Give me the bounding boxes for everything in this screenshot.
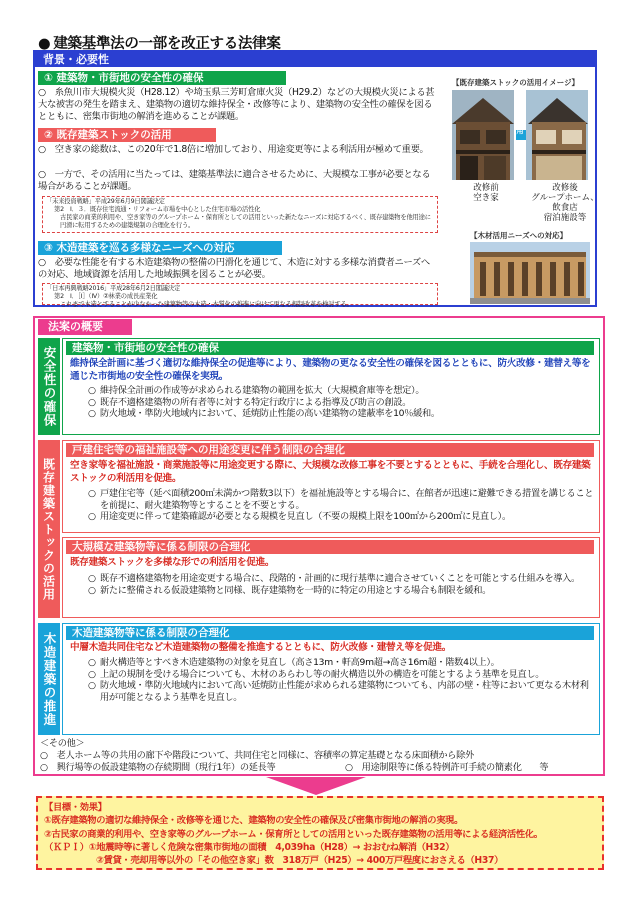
goals-heading: 【目標・効果】 [44,802,107,813]
list-item: ○ 新たに整備される仮設建築物と同様、既存建築物を一時的に特定の用途とする場合も制限を緩和。 [88,584,492,596]
safety-items [88,385,596,420]
stock-heading: ② 既存建築ストックの活用 [38,128,216,142]
stock-image-caption: 【既存建築ストックの活用イメージ】 [452,78,580,87]
conversion-lead: 空き家等を福祉施設・商業施設等に用途変更する際に、大規模な改修工事を不要とするとともに、手続を合理化し、既存建築ストックの利活用を促進。 [70,460,591,484]
stock-image [452,90,588,180]
note-line: 古民家の商業的利用や、空き家等のグループホーム・保育所としての活用といった新たなニーズに対応するべく、既存建築物を他用途に円滑に転用するための建築規制の合理化を行う。 [60,214,431,229]
list-item: ○ 戸建住宅等（延べ面積200㎡未満かつ階数3以下）を福祉施設等とする場合に、在館者が迅速に避難できる措置を講じることを前提に、耐火建築物等とすることを不要とする。 [88,488,594,511]
wood-building-image [470,242,590,304]
wood-heading: ③ 木造建築を巡る多様なニーズへの対応 [38,241,282,255]
goal-line: ②古民家の商業的利用や、空き家等のグループホーム・保育所としての活用といった既存建築物の活用等による経済活性化。 [44,828,543,840]
background-header: 背景・必要性 [35,52,595,67]
side-label-safety: 安全性の確保 [38,338,60,435]
note-line: 第2 Ⅰ．３．既存住宅流通・リフォーム市場を中心とした住宅市場の活性化 [54,206,261,213]
safety-lead: 維持保全計画に基づく適切な維持保全の促進等により、建築物の更なる安全性の確保を図るとともに、防火改修・建替え等を通じた市街地の安全性の確保を実現。 [70,358,591,382]
list-item: ○ 防火地域・準防火地域内において、延焼防止性能の高い建築物の建蔽率を10％緩和。 [88,408,440,420]
list-item: ○ 防火地域・準防火地域内において高い延焼防止性能が求められる建築物についても、内部の壁・柱等において更なる木材利用が可能となるよう基準を見直し。 [88,680,589,703]
note-line: これまで木造とすることが少なかった建築物等の木造・木質化の推進に向けて更なる規制改革を検討する。 [60,301,353,308]
side-label-wood: 木造建築の推進 [38,623,60,735]
conversion-items [88,488,596,523]
other-line-2b: ○ 用途制限等に係る特例許可手続の簡素化 等 [345,762,549,773]
list-item: ○ 既存不適格建築物を用途変更する場合に、段階的・計画的に現行基準に適合させていくことを可能とする仕組みを導入。 [88,573,580,584]
safety-heading: ① 建築物・市街地の安全性の確保 [38,71,286,85]
future-strategy-note [42,196,438,233]
stock-text-1: ○ 空き家の総数は、この20年で1.8倍に増加しており、用途変更等による利活用が極めて重要。 [38,144,429,155]
other-label: ＜その他＞ [40,738,85,749]
list-item: ○ 維持保全計画の作成等が求められる建築物の範囲を拡大（大規模倉庫等を想定）。 [88,385,425,396]
revival-strategy-note [42,283,438,308]
page-title: ● 建築基準法の一部を改正する法律案 [38,32,281,53]
goal-line: ①既存建築物の適切な維持保全・改修等を通じた、建築物の安全性の確保及び密集市街地の解消の実現。 [44,815,464,827]
safety-summary-heading: 建築物・市街地の安全性の確保 [66,341,594,355]
summary-header: 法案の概要 [38,319,132,335]
conversion-heading: 戸建住宅等の福祉施設等への用途変更に伴う制限の合理化 [66,443,594,457]
utilization-arrow-label: 活用 [516,120,524,134]
wood-image-caption: 【木材活用ニーズへの対応】 [470,231,568,240]
after-label: 改修後 グループホーム、 飲食店 宿泊施設等 [531,183,599,223]
wood-text: ○ 必要な性能を有する木造建築物の整備の円滑化を通じて、木造に対する多様な消費者ニーズへの対応、地域資源を活用した地域振興を図ることが必要。 [38,257,430,281]
wood-lead: 中層木造共同住宅など木造建築物の整備を推進するとともに、防火改修・建替え等を促進。 [70,642,452,653]
list-item: ○ 耐火構造等とすべき木造建築物の対象を見直し（高さ13m・軒高9m超→高さ16m超・階数4以上）。 [88,657,500,668]
side-label-stock: 既存建築ストックの活用 [38,440,60,618]
note-line: 第2 Ⅰ．［Ⅰ］（Ⅳ）②林業の成長産業化 [54,293,158,300]
list-item: ○ 用途変更に伴って建築確認が必要となる規模を見直し（不要の規模上限を100㎡から200㎡に見直し）。 [88,511,511,523]
list-item: ○ 上記の規制を受ける場合についても、木材のあらわし等の耐火構造以外の構造を可能とするよう基準を見直し。 [88,668,545,680]
wood-summary-heading: 木造建築物等に係る制限の合理化 [66,626,594,640]
kpi-line: ②賃貸・売却用等以外の「その他空き家」数 318万戸（H25）→ 400万戸程度におさえる（H37） [96,855,504,867]
stock-text-2: ○ 一方で、その活用に当たっては、建築基準法に適合させるために、大規模な工事が必要となる場合があることが課題。 [38,169,431,193]
large-building-items [88,573,596,596]
wood-items [88,657,596,703]
other-line-2a: ○ 興行場等の仮設建築物の存続期間（現行1年）の延長等 [40,762,276,773]
list-item: ○ 既存不適格建築物の所有者等に対する特定行政庁による指導及び助言の創設。 [88,396,412,408]
goals-box [36,796,604,870]
other-line-1: ○ 老人ホーム等の共用の廊下や階段について、共同住宅と同様に、容積率の算定基礎となる床面積から除外 [40,750,474,761]
note-title: 「日本再興戦略2016」平成28年6月2日閣議決定 [46,285,181,292]
kpi-line: （ＫＰＩ）①地震時等に著しく危険な密集市街地の面積 4,039ha（H28）→ おおむね解消（H32） [44,841,455,853]
large-building-lead: 既存建築ストックを多様な形での利活用を促進。 [70,557,275,568]
safety-text: ○ 糸魚川市大規模火災（H28.12）や埼玉県三芳町倉庫火災（H29.2）などの大規模火災による甚大な被害の発生を踏まえ、建築物の適切な維持保全・改修等により、建築物の安全性の確保を図るとともに、密集市街地の解消を進めることが課題。 [38,87,435,123]
note-title: 「未来投資戦略」平成29年6月9日閣議決定 [46,198,165,205]
large-building-heading: 大規模な建築物等に係る制限の合理化 [66,540,594,554]
before-label: 改修前 空き家 [473,183,499,203]
